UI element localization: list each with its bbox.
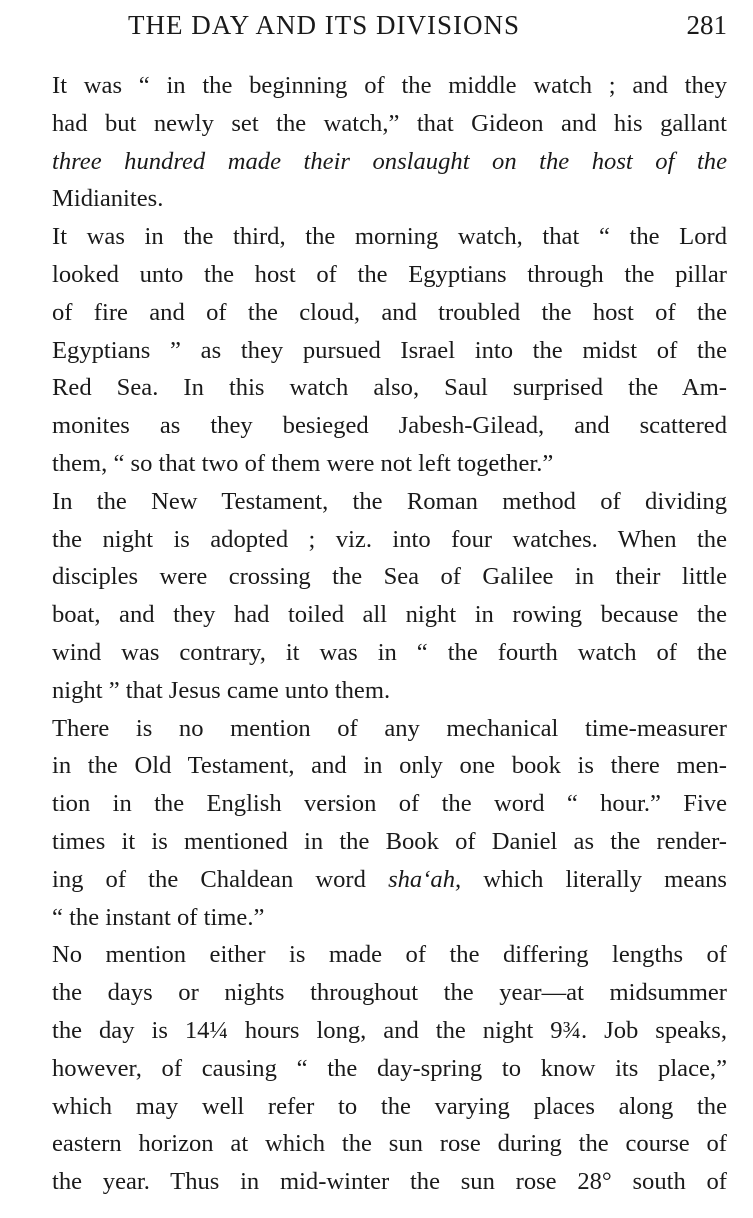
text-line: in the Old Testament, and in only one book is there men-: [52, 752, 727, 780]
page-number: 281: [686, 10, 727, 40]
text-line: Red Sea. In this watch also, Saul surprised the Am-: [52, 374, 727, 402]
running-title: THE DAY AND ITS DIVISIONS: [128, 10, 521, 40]
text-line: “ the instant of time.”: [52, 903, 265, 931]
text-line: the day is 14¼ hours long, and the night 9¾. Job speaks,: [52, 1016, 727, 1044]
text-line: There is no mention of any mechanical time-measurer: [52, 714, 727, 742]
text-line: Egyptians ” as they pursued Israel into the midst of the: [52, 336, 727, 364]
text-line: wind was contrary, it was in “ the fourth watch of the: [52, 638, 727, 666]
running-head: [24, 8, 727, 42]
text-line: them, “ so that two of them were not left together.”: [52, 449, 554, 477]
text-line: It was “ in the beginning of the middle watch ; and they: [52, 72, 727, 99]
text-line: which may well refer to the varying places along the: [52, 1092, 727, 1120]
text-line: [24, 861, 727, 899]
text-line: Midianites.: [52, 185, 164, 213]
text-line: boat, and they had toiled all night in rowing because the: [52, 601, 727, 629]
paragraph-time-measurer: [24, 710, 727, 937]
text-line: the night is adopted ; viz. into four watches. When the: [52, 525, 727, 553]
text-line: of fire and of the cloud, and troubled the host of the: [52, 298, 727, 326]
body-text: [24, 67, 727, 1201]
text-line: however, of causing “ the day-spring to know its place,”: [52, 1054, 727, 1082]
text-line: No mention either is made of the differing lengths of: [52, 941, 727, 969]
text-fragment: which literally means: [461, 865, 727, 893]
text-line: the year. Thus in mid-winter the sun rose 28° south of: [52, 1168, 727, 1196]
italic-term: sha‘ah,: [388, 865, 462, 893]
text-line: monites as they besieged Jabesh-Gilead, and scattered: [52, 412, 727, 440]
text-line: had but newly set the watch,” that Gideon and his gallant: [52, 109, 727, 137]
text-line: times it is mentioned in the Book of Daniel as the render-: [52, 827, 727, 855]
text-line: It was in the third, the morning watch, that “ the Lord: [52, 223, 727, 251]
paragraph-new-testament: [24, 483, 727, 710]
text-line: In the New Testament, the Roman method of dividing: [52, 487, 727, 515]
text-line: looked unto the host of the Egyptians through the pillar: [52, 260, 727, 288]
text-line: night ” that Jesus came unto them.: [52, 676, 391, 704]
text-line: tion in the English version of the word “ hour.” Five: [52, 790, 727, 818]
text-line: eastern horizon at which the sun rose during the course of: [52, 1130, 727, 1158]
text-fragment: ing of the Chaldean word: [52, 865, 389, 893]
paragraph-gideon: [24, 67, 727, 218]
paragraph-lengths-of-days: [24, 936, 727, 1201]
paragraph-morning-watch: [24, 218, 727, 483]
text-line: three hundred made their onslaught on the host of the: [52, 147, 727, 175]
text-line: disciples were crossing the Sea of Galilee in their little: [52, 563, 727, 591]
text-line: the days or nights throughout the year—at midsummer: [52, 979, 727, 1007]
